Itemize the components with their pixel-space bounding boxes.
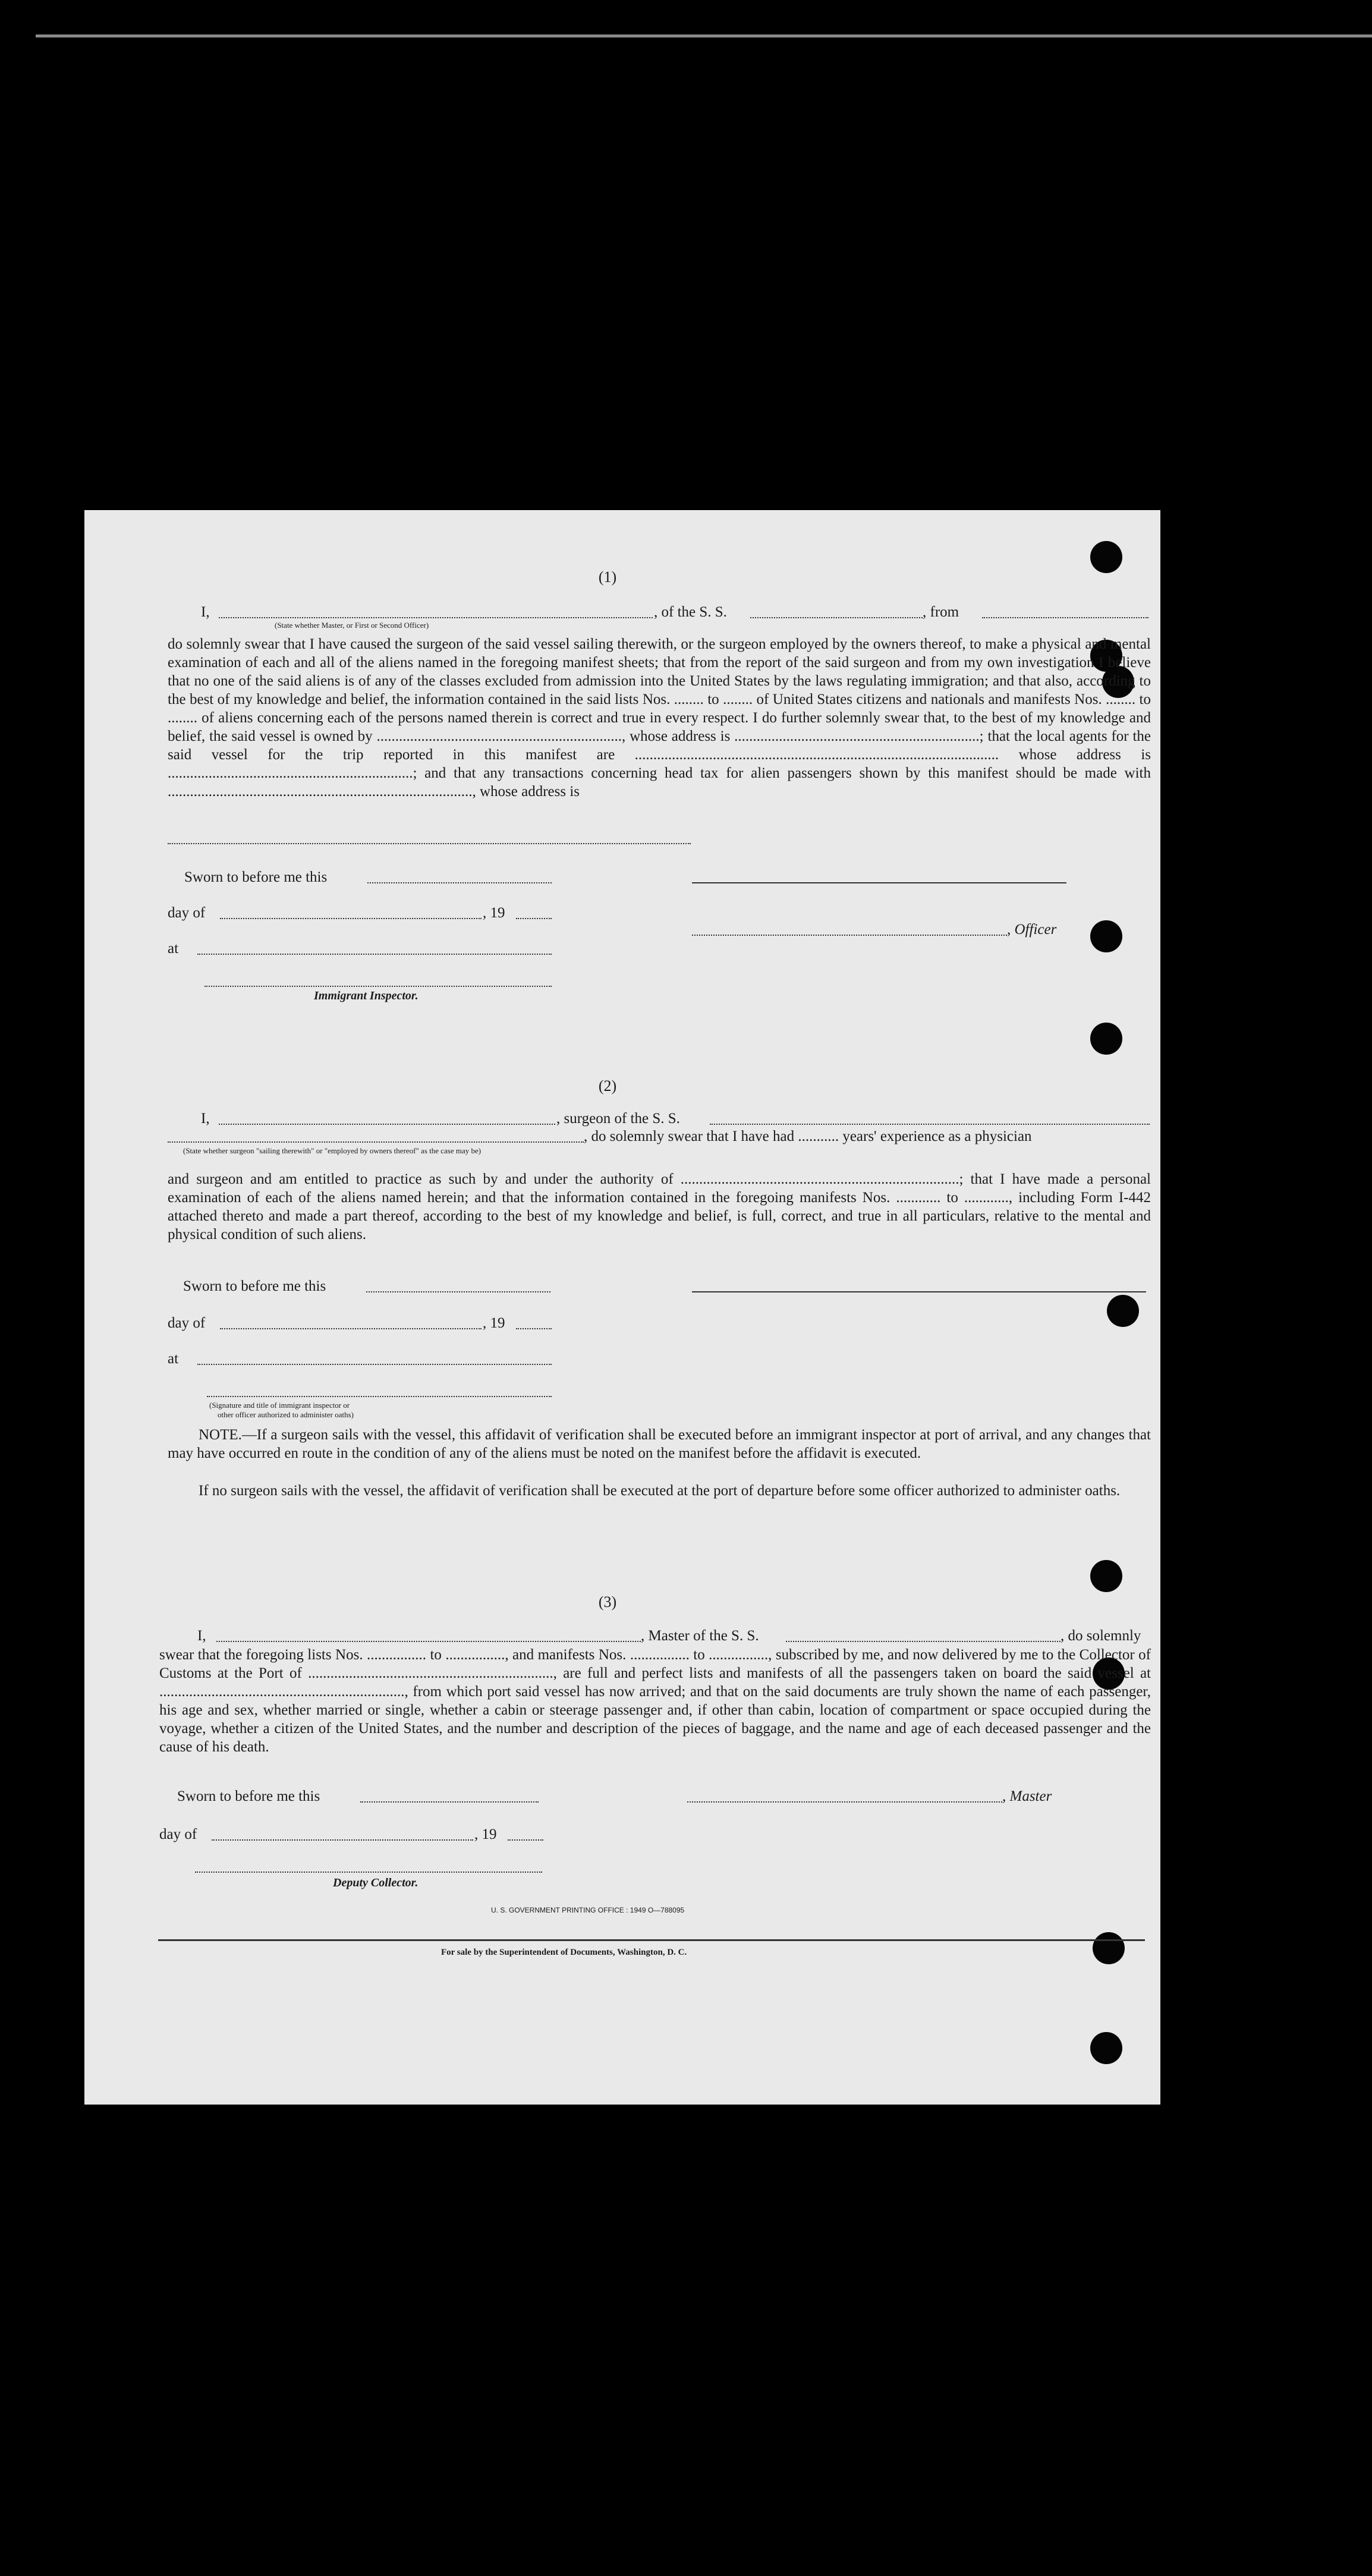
s3-body: swear that the foregoing lists Nos. ................ to ................, and manifests Nos. ................ to ................, subscribed by me, and now delivered by me to the Collector of Customs at the Port of .................................................................., are full and perfect lists and manifests of all the passengers taken on board the said vessel at .................................................................., from which port said vessel has now arrived; and that on the said documents are truly shown the name of each passenger, his age and sex, whether married or single, whether a cabin or steerage passenger and, if other than cabin, location of compartment or space occupied during the voyage, whether a citizen of the United States, and the number and description of the pieces of baggage, and the name and age of each deceased passenger and the cause of his death. (159, 1647, 1151, 1755)
s3-year-field[interactable] (508, 1839, 543, 1841)
note-paragraph-2: If no surgeon sails with the vessel, the affidavit of verification shall be executed at the port of departure before some officer authorized to administer oaths. (199, 1483, 1121, 1499)
surgeon-name-field[interactable] (219, 1124, 555, 1125)
s2-swear-line: , do solemnly swear that I have had ........... years' experience as a physician (584, 1128, 1032, 1144)
s1-from: , from (923, 604, 959, 620)
from-port-field[interactable] (982, 617, 1148, 618)
s1-at-field[interactable] (197, 954, 552, 955)
s1-year: , 19 (483, 905, 505, 921)
s3-master-name-field[interactable] (216, 1641, 641, 1642)
footer-rule (158, 1939, 1145, 1941)
note-paragraph: NOTE.—If a surgeon sails with the vessel, this affidavit of verification shall be executed before an immigrant inspector at port of arrival, and any changes that may have occurred en route in the condition of any of the aliens must be noted on the manifest before the affidavit is executed. (168, 1427, 1151, 1461)
s1-day-of: day of (168, 905, 206, 921)
officer-label: , Officer (1007, 921, 1057, 938)
s3-master-of-ss: , Master of the S. S. (641, 1628, 759, 1644)
scan-top-edge (36, 34, 1372, 37)
s3-vessel-field[interactable] (786, 1641, 1061, 1642)
s2-at: at (168, 1351, 179, 1367)
s2-year-field[interactable] (516, 1328, 552, 1329)
s2-caption: (State whether surgeon "sailing therewith" or "employed by owners thereof" as the case may be) (183, 1146, 482, 1155)
s1-day-field[interactable] (220, 918, 482, 919)
s2-sig-caption-2: other officer authorized to administer oaths) (218, 1410, 354, 1419)
s3-master-signature-field[interactable] (687, 1801, 1002, 1803)
s2-signature-line (692, 1291, 1146, 1292)
s2-officer-signature-field[interactable] (207, 1396, 552, 1397)
punch-hole (1090, 2032, 1122, 2064)
s1-i: I, (201, 604, 210, 620)
s1-year-field[interactable] (516, 918, 552, 919)
immigrant-inspector-label: Immigrant Inspector. (314, 989, 418, 1002)
s2-day-of: day of (168, 1315, 206, 1331)
vessel-name-field[interactable] (750, 617, 923, 618)
section-1-heading: (1) (598, 568, 617, 586)
collector-signature-field[interactable] (195, 1872, 542, 1873)
s2-year: , 19 (483, 1315, 505, 1331)
punch-hole (1090, 541, 1122, 573)
punch-hole (1107, 1295, 1139, 1327)
s2-vessel-field[interactable] (710, 1124, 1150, 1125)
s2-surgeon-of-ss: , surgeon of the S. S. (556, 1111, 680, 1127)
s1-of-ss: , of the S. S. (654, 604, 727, 620)
s2-body: and surgeon and am entitled to practice as such by and under the authority of ...........................................................................; that I have made a personal examination of each of the aliens named herein; and that the information contained in the foregoing manifests Nos. ............ to ............, including Form I-442 attached thereto and made a part thereof, according to the best of my knowledge and belief, is full, correct, and true in all particulars, relative to the mental and physical condition of such aliens. (168, 1171, 1151, 1243)
s2-sig-caption-1: (Signature and title of immigrant inspector or (209, 1401, 350, 1410)
form-sheet (84, 510, 1160, 2105)
s1-at: at (168, 941, 179, 957)
s1-body: do solemnly swear that I have caused the surgeon of the said vessel sailing therewith, or the surgeon employed by the owners thereof, to make a physical and mental examination of each and all of the aliens named in the foregoing manifest sheets; that from the report of the said surgeon and from my own investigation I believe that no one of the said aliens is of any of the classes excluded from admission into the United States by the laws regulating immigration; and that also, according to the best of my knowledge and belief, the information contained in the said lists Nos. ........ to ........ of United States citizens and nationals and manifests Nos. ........ to ........ of aliens concerning each of the persons named therein is correct and true in every respect. I do further solemnly swear that, to the best of my knowledge and belief, the said vessel is owned by .................................................................., whose address is ..................................................................; that the local agents for the said vessel for the trip reported in this manifest are .................................................................................................. whose address is ..................................................................; and that any transactions concerning head tax for alien passengers shown by this manifest should be made with .................................................................................., whose address is (168, 636, 1151, 800)
s1-sworn-field[interactable] (367, 882, 552, 883)
punch-hole (1090, 920, 1122, 952)
s2-i: I, (201, 1111, 210, 1127)
s2-sworn-field[interactable] (366, 1291, 550, 1292)
s3-year: , 19 (474, 1826, 497, 1842)
section-3-heading: (3) (598, 1593, 617, 1611)
s1-sworn: Sworn to before me this (184, 869, 328, 885)
s1-signature-line (692, 882, 1066, 883)
printing-office-line: U. S. GOVERNMENT PRINTING OFFICE : 1949 O—788095 (491, 1906, 685, 1914)
officer-field[interactable] (692, 935, 1007, 936)
punch-hole (1090, 1560, 1122, 1592)
s2-day-field[interactable] (220, 1328, 482, 1329)
s1-extra-line[interactable] (168, 843, 691, 844)
s3-day-field[interactable] (212, 1839, 473, 1841)
punch-hole (1093, 1932, 1125, 1964)
section-2-heading: (2) (598, 1077, 617, 1094)
inspector-signature-field[interactable] (204, 986, 552, 987)
s2-sworn: Sworn to before me this (183, 1278, 326, 1294)
s3-sworn-field[interactable] (360, 1801, 539, 1803)
s1-caption: (State whether Master, or First or Second Officer) (275, 621, 429, 630)
s3-i: I, (197, 1628, 206, 1644)
punch-hole (1090, 1023, 1122, 1055)
s2-at-field[interactable] (197, 1364, 552, 1365)
s2-sailing-field[interactable] (168, 1141, 584, 1143)
master-name-field[interactable] (219, 617, 653, 618)
for-sale-line: For sale by the Superintendent of Documents, Washington, D. C. (441, 1948, 687, 1957)
master-label: , Master (1002, 1788, 1052, 1804)
s3-sworn: Sworn to before me this (177, 1788, 320, 1804)
s3-day-of: day of (159, 1826, 197, 1842)
s3-do-solemnly: , do solemnly (1061, 1628, 1141, 1644)
deputy-collector-label: Deputy Collector. (333, 1876, 418, 1889)
